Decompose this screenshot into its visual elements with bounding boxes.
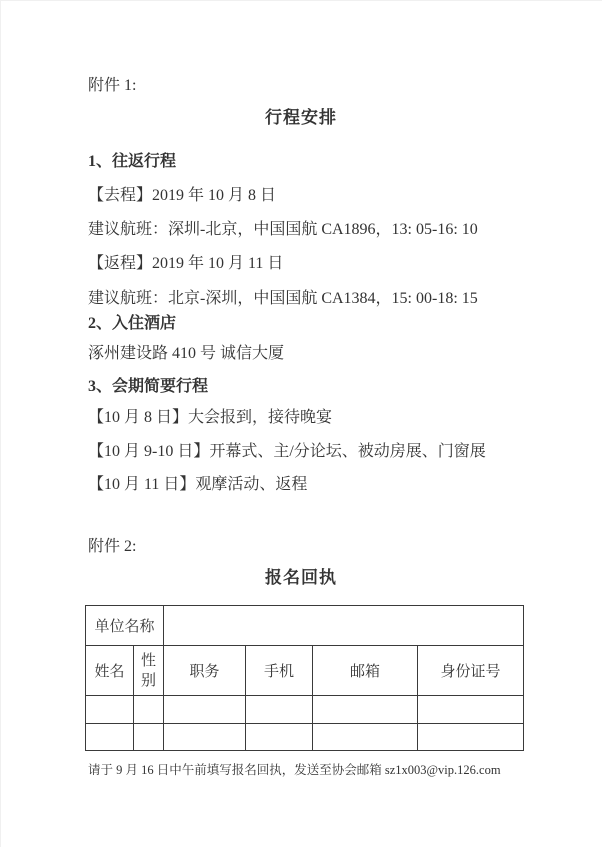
table-header-mobile: 手机 bbox=[246, 646, 313, 696]
table-cell-empty[interactable] bbox=[313, 724, 418, 751]
attachment2-label: 附件 2: bbox=[88, 538, 137, 555]
table-cell-empty[interactable] bbox=[86, 724, 134, 751]
table-row-blank bbox=[86, 696, 524, 724]
itinerary-title: 行程安排 bbox=[265, 108, 337, 127]
company-name-label-cell: 单位名称 bbox=[86, 606, 164, 646]
table-header-position: 职务 bbox=[164, 646, 246, 696]
table-cell-empty[interactable] bbox=[246, 696, 313, 724]
schedule-line-day1: 【10 月 8 日】大会报到，接待晚宴 bbox=[88, 409, 333, 426]
table-cell-empty[interactable] bbox=[86, 696, 134, 724]
table-cell-empty[interactable] bbox=[313, 696, 418, 724]
table-row-header bbox=[86, 646, 524, 696]
attachment1-label: 附件 1: bbox=[88, 77, 137, 94]
table-header-name: 姓名 bbox=[86, 646, 134, 696]
table-cell-empty[interactable] bbox=[418, 724, 524, 751]
trip-line-return-date: 【返程】2019 年 10 月 11 日 bbox=[88, 255, 284, 272]
company-name-value-cell[interactable] bbox=[164, 606, 524, 646]
trip-line-outbound-flight: 建议航班：深圳-北京，中国国航 CA1896，13: 05-16: 10 bbox=[88, 221, 478, 238]
table-cell-empty[interactable] bbox=[134, 724, 164, 751]
registration-table bbox=[85, 605, 524, 751]
trip-line-outbound-date: 【去程】2019 年 10 月 8 日 bbox=[88, 187, 277, 204]
schedule-line-day2: 【10 月 9-10 日】开幕式、主/分论坛、被动房展、门窗展 bbox=[88, 443, 486, 460]
table-cell-empty[interactable] bbox=[418, 696, 524, 724]
table-cell-empty[interactable] bbox=[134, 696, 164, 724]
trip-line-return-flight: 建议航班：北京-深圳，中国国航 CA1384，15: 00-18: 15 bbox=[88, 290, 478, 307]
schedule-line-day3: 【10 月 11 日】观摩活动、返程 bbox=[88, 476, 308, 493]
section-heading-schedule: 3、会期简要行程 bbox=[88, 378, 209, 395]
hotel-address-line: 涿州建设路 410 号 诚信大厦 bbox=[88, 345, 285, 362]
section-heading-hotel: 2、入住酒店 bbox=[88, 315, 177, 332]
reply-form-title: 报名回执 bbox=[265, 568, 337, 587]
section-heading-trip: 1、往返行程 bbox=[88, 153, 177, 170]
table-row-blank bbox=[86, 724, 524, 751]
table-row-company bbox=[86, 606, 524, 646]
table-header-email: 邮箱 bbox=[313, 646, 418, 696]
table-cell-empty[interactable] bbox=[164, 696, 246, 724]
table-cell-empty[interactable] bbox=[246, 724, 313, 751]
footer-note: 请于 9 月 16 日中午前填写报名回执，发送至协会邮箱 sz1x003@vip.126.com bbox=[88, 763, 501, 777]
table-header-id-number: 身份证号 bbox=[418, 646, 524, 696]
table-header-gender: 性别 bbox=[134, 646, 164, 696]
table-cell-empty[interactable] bbox=[164, 724, 246, 751]
